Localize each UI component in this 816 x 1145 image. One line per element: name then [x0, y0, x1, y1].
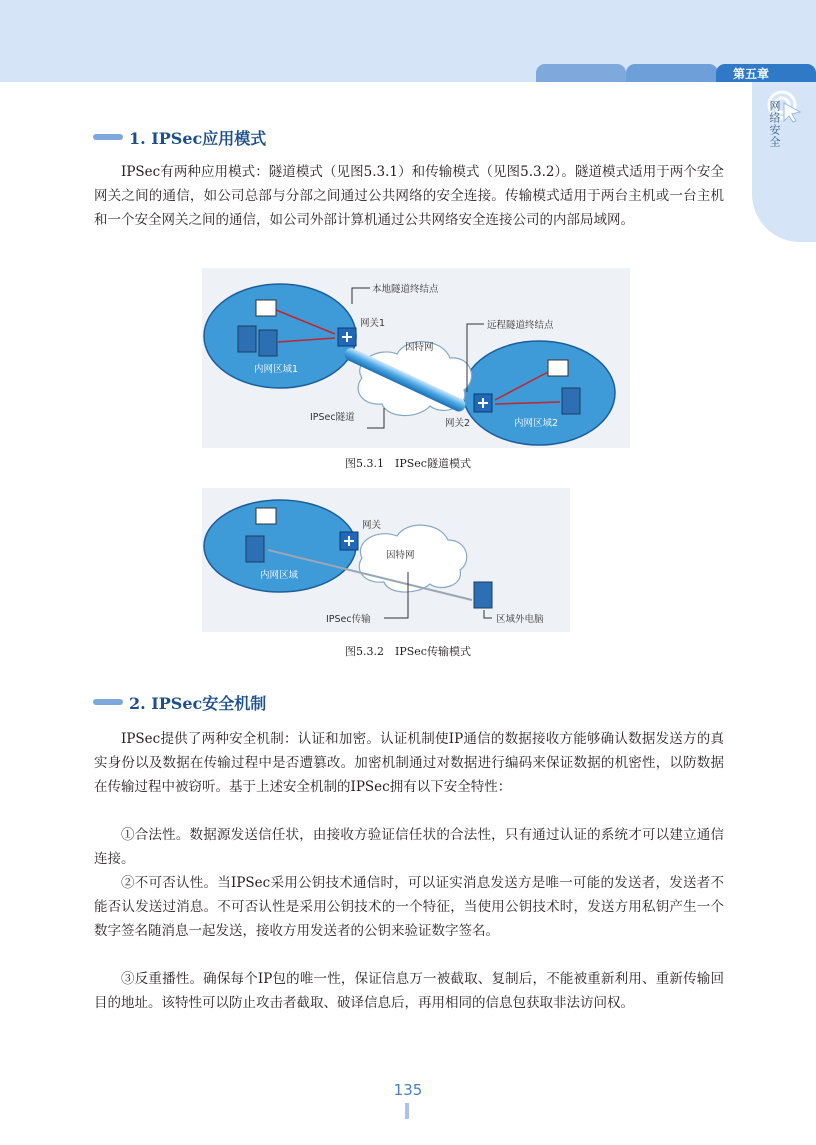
figure-1-caption: 图5.3.1 IPSec隧道模式 [345, 457, 471, 470]
section-1-paragraph: IPSec有两种应用模式：隧道模式（见图5.3.1）和传输模式（见图5.3.2）。隧道模式适用于两个安全网关之间的通信，如公司总部与分部之间通过公共网络的安全连接。传输模式适用于两台主机或一台主机和一个安全网关之间的通信，如公司外部计算机通过公共网络安全连接公司的内部局域网。 [94, 164, 724, 228]
header-tab-decor-2 [626, 64, 718, 82]
label-gateway2: 网关2 [445, 418, 471, 429]
lan2-zone [463, 341, 615, 445]
label-remote-endpoint: 远程隧道终结点 [487, 320, 554, 331]
page-number-tick [405, 1103, 409, 1119]
section-2-paragraph-3: ②不可否认性。当IPSec采用公钥技术通信时，可以证实消息发送方是唯一可能的发送者，发送者不能否认发送过消息。不可否认性是采用公钥技术的一个特征，当使用公钥技术时，发送方用私钥产生一个数字签名随消息一起发送，接收方用发送者的公钥来验证数字签名。 [94, 875, 724, 939]
label-transport: IPSec传输 [326, 614, 371, 625]
lan1-server [238, 326, 256, 352]
heading-bar-decor-2 [93, 699, 123, 705]
chapter-tab-label: 第五章 [733, 66, 770, 81]
label-lan1: 内网区域1 [254, 364, 299, 375]
lan2-pc-top [548, 360, 568, 376]
header-tab-decor-1 [536, 64, 626, 82]
section-2-paragraph-4: ③反重播性。确保每个IP包的唯一性，保证信息万一被截取、复制后，不能被重新利用、重新传输回目的地址。该特性可以防止攻击者截取、破译信息后，再用相同的信息包获取非法访问权。 [94, 971, 724, 1011]
figure-transport-mode [202, 488, 570, 632]
lan1-server-2 [259, 330, 277, 356]
section-2-heading [93, 692, 266, 712]
section-2-paragraph-2: ①合法性。数据源发送信任状，由接收方验证信任状的合法性，只有通过认证的系统才可以建立通信连接。 [94, 827, 724, 867]
page-number: 135 [393, 1081, 423, 1099]
label-gateway: 网关 [362, 520, 382, 531]
section-1-heading-text: 1. IPSec应用模式 [129, 128, 267, 148]
label-lan2: 内网区域2 [514, 418, 559, 429]
figure-tunnel-mode [202, 268, 630, 448]
heading-bar-decor [93, 134, 123, 140]
chapter-tab [716, 64, 816, 82]
section-2-paragraph-1: IPSec提供了两种安全机制：认证和加密。认证机制使IP通信的数据接收方能够确认数据发送方的真实身份以及数据在传输过程中是否遭篡改。加密机制通过对数据进行编码来保证数据的机密性，以防数据在传输过程中被窃听。基于上述安全机制的IPSec拥有以下安全特性： [94, 731, 724, 795]
figure-2-caption: 图5.3.2 IPSec传输模式 [345, 645, 471, 658]
label-internet-2: 因特网 [386, 550, 415, 561]
label-gateway1: 网关1 [360, 318, 386, 329]
lan2-server [562, 388, 580, 414]
lan-server [246, 536, 264, 562]
label-tunnel: IPSec隧道 [310, 412, 355, 423]
side-title: 网络安全 [768, 100, 781, 148]
section-2-heading-text: 2. IPSec安全机制 [129, 693, 267, 713]
label-external-pc: 区域外电脑 [496, 614, 544, 625]
label-internet: 因特网 [405, 342, 434, 353]
section-1-heading [93, 127, 266, 147]
external-pc-icon [474, 582, 492, 608]
lan1-pc-top [256, 300, 276, 316]
lan-pc-top [256, 508, 276, 524]
label-local-endpoint: 本地隧道终结点 [372, 284, 439, 295]
label-lan: 内网区域 [260, 570, 299, 581]
